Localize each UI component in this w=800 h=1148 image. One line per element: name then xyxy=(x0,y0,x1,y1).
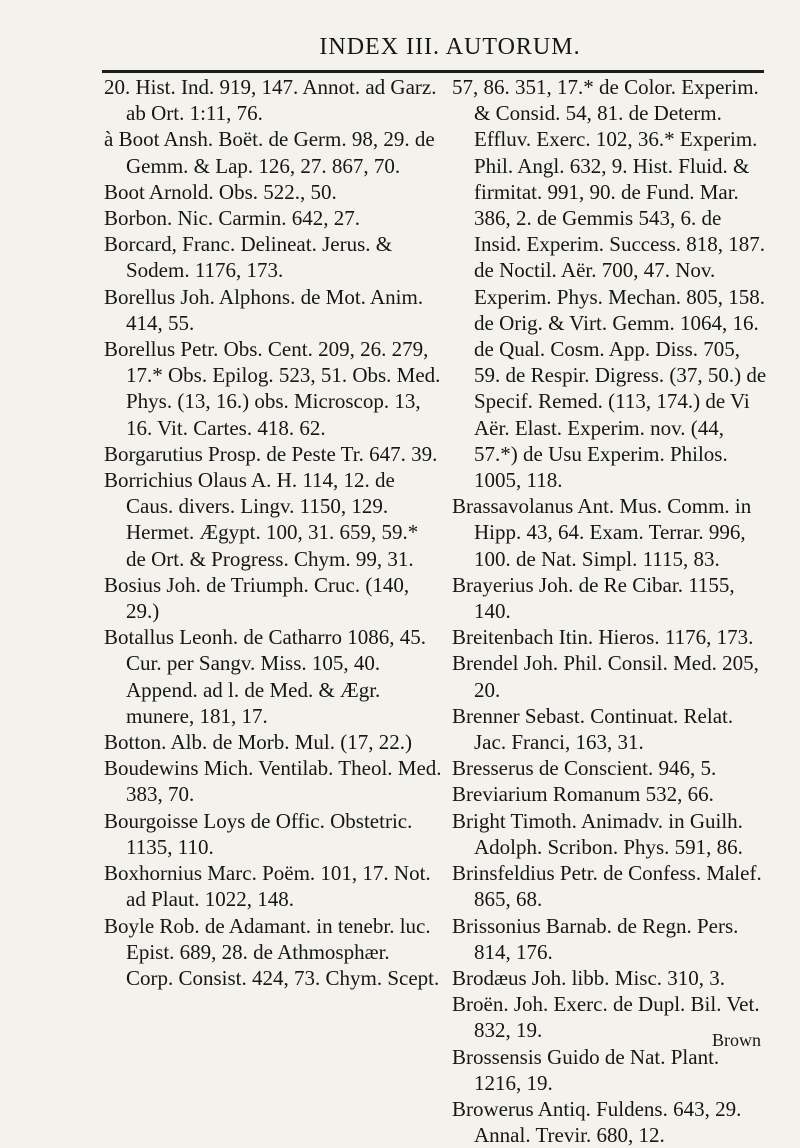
index-entry: Brendel Joh. Phil. Consil. Med. 205, 20. xyxy=(452,651,759,702)
index-entry: Broën. Joh. Exerc. de Dupl. Bil. Vet. 832, 19. xyxy=(452,992,760,1043)
index-entry: Brissonius Barnab. de Regn. Pers. 814, 176. xyxy=(452,913,739,964)
index-entry: Bresserus de Conscient. 946, 5. xyxy=(452,756,717,781)
index-entry: Borellus Joh. Alphons. de Mot. Anim. 414, 55. xyxy=(104,284,424,335)
index-entry: Borrichius Olaus A. H. 114, 12. de Caus. divers. Lingv. 1150, 129. Hermet. Ægypt. 100, 31. 659, 59.* de Ort. & Progress. Chym. 99, 31. xyxy=(104,468,419,571)
index-entry: Boyle Rob. de Adamant. in tenebr. luc. Epist. 689, 28. de Athmosphær. Corp. Consist. 424, 73. Chym. Scept. xyxy=(104,913,440,990)
index-entry: Botton. Alb. de Morb. Mul. (17, 22.) xyxy=(104,730,412,755)
index-entry: Bourgoisse Loys de Offic. Obstetric. 1135, 110. xyxy=(104,808,413,859)
catchword: Brown xyxy=(712,1030,761,1050)
index-entry: Browerus Antiq. Fuldens. 643, 29. Annal. Trevir. 680, 12. xyxy=(452,1096,742,1148)
index-entry: Brinsfeldius Petr. de Confess. Malef. 865, 68. xyxy=(452,861,762,912)
index-entry: Breitenbach Itin. Hieros. 1176, 173. xyxy=(452,625,754,650)
index-entry: Borgarutius Prosp. de Peste Tr. 647. 39. xyxy=(104,441,438,466)
index-entry: Brassavolanus Ant. Mus. Comm. in Hipp. 43, 64. Exam. Terrar. 996, 100. de Nat. Simpl. 1115, 83. xyxy=(452,494,752,571)
index-entry: Bosius Joh. de Triumph. Cruc. (140, 29.) xyxy=(104,572,410,624)
index-entry: Boxhornius Marc. Poëm. 101, 17. Not. ad Plaut. 1022, 148. xyxy=(104,861,431,912)
index-entry: Borellus Petr. Obs. Cent. 209, 26. 279, 17.* Obs. Epilog. 523, 51. Obs. Med. Phys. (13, 16.) obs. Microscop. 13, 16. Vit. Cartes. 418. 62. xyxy=(104,337,441,440)
index-entry: Brenner Sebast. Continuat. Relat. Jac. Franci, 163, 31. xyxy=(452,703,734,755)
right-column xyxy=(452,74,770,1148)
header-rule xyxy=(102,70,764,73)
index-entry: à Boot Ansh. Boët. de Germ. 98, 29. de Gemm. & Lap. 126, 27. 867, 70. xyxy=(104,127,435,178)
index-entry: Boudewins Mich. Ventilab. Theol. Med. 383, 70. xyxy=(104,756,442,807)
page-header: INDEX III. AUTORUM. xyxy=(319,34,581,60)
index-entry: 57, 86. 351, 17.* de Color. Experim. & Consid. 54, 81. de Determ. Effluv. Exerc. 102, 36.* Experim. Phil. Angl. 632, 9. Hist. Fluid. & firmitat. 991, 90. de Fund. Mar. 386, 2. de Gemmis 543, 6. de Insid. Experim. Success. 818, 187. de Noctil. Aër. 700, 47. Nov. Experim. Phys. Mechan. 805, 158. de Orig. & Virt. Gemm. 1064, 16. de Qual. Cosm. App. Diss. 705, 59. de Respir. Digress. (37, 50.) de Specif. Remed. (113, 174.) de Vi Aër. Elast. Experim. nov. (44, 57.*) de Usu Experim. Philos. 1005, 118. xyxy=(452,75,767,493)
index-entry: Borbon. Nic. Carmin. 642, 27. xyxy=(104,206,361,231)
index-entry: Boot Arnold. Obs. 522., 50. xyxy=(104,179,337,204)
index-entry: Brodæus Joh. libb. Misc. 310, 3. xyxy=(452,965,726,990)
index-entry: Brossensis Guido de Nat. Plant. 1216, 19. xyxy=(452,1044,720,1095)
left-column xyxy=(104,74,442,991)
index-entry: Bright Timoth. Animadv. in Guilh. Adolph. Scribon. Phys. 591, 86. xyxy=(452,808,743,859)
index-entry: Borcard, Franc. Delineat. Jerus. & Sodem. 1176, 173. xyxy=(104,232,393,283)
index-entry: Breviarium Romanum 532, 66. xyxy=(452,782,714,807)
index-entry: Botallus Leonh. de Catharro 1086, 45. Cur. per Sangv. Miss. 105, 40. Append. ad l. de Med. & Ægr. munere, 181, 17. xyxy=(104,625,426,728)
index-entry: Brayerius Joh. de Re Cibar. 1155, 140. xyxy=(452,572,735,624)
index-entry: 20. Hist. Ind. 919, 147. Annot. ad Garz. ab Ort. 1:11, 76. xyxy=(104,75,437,126)
